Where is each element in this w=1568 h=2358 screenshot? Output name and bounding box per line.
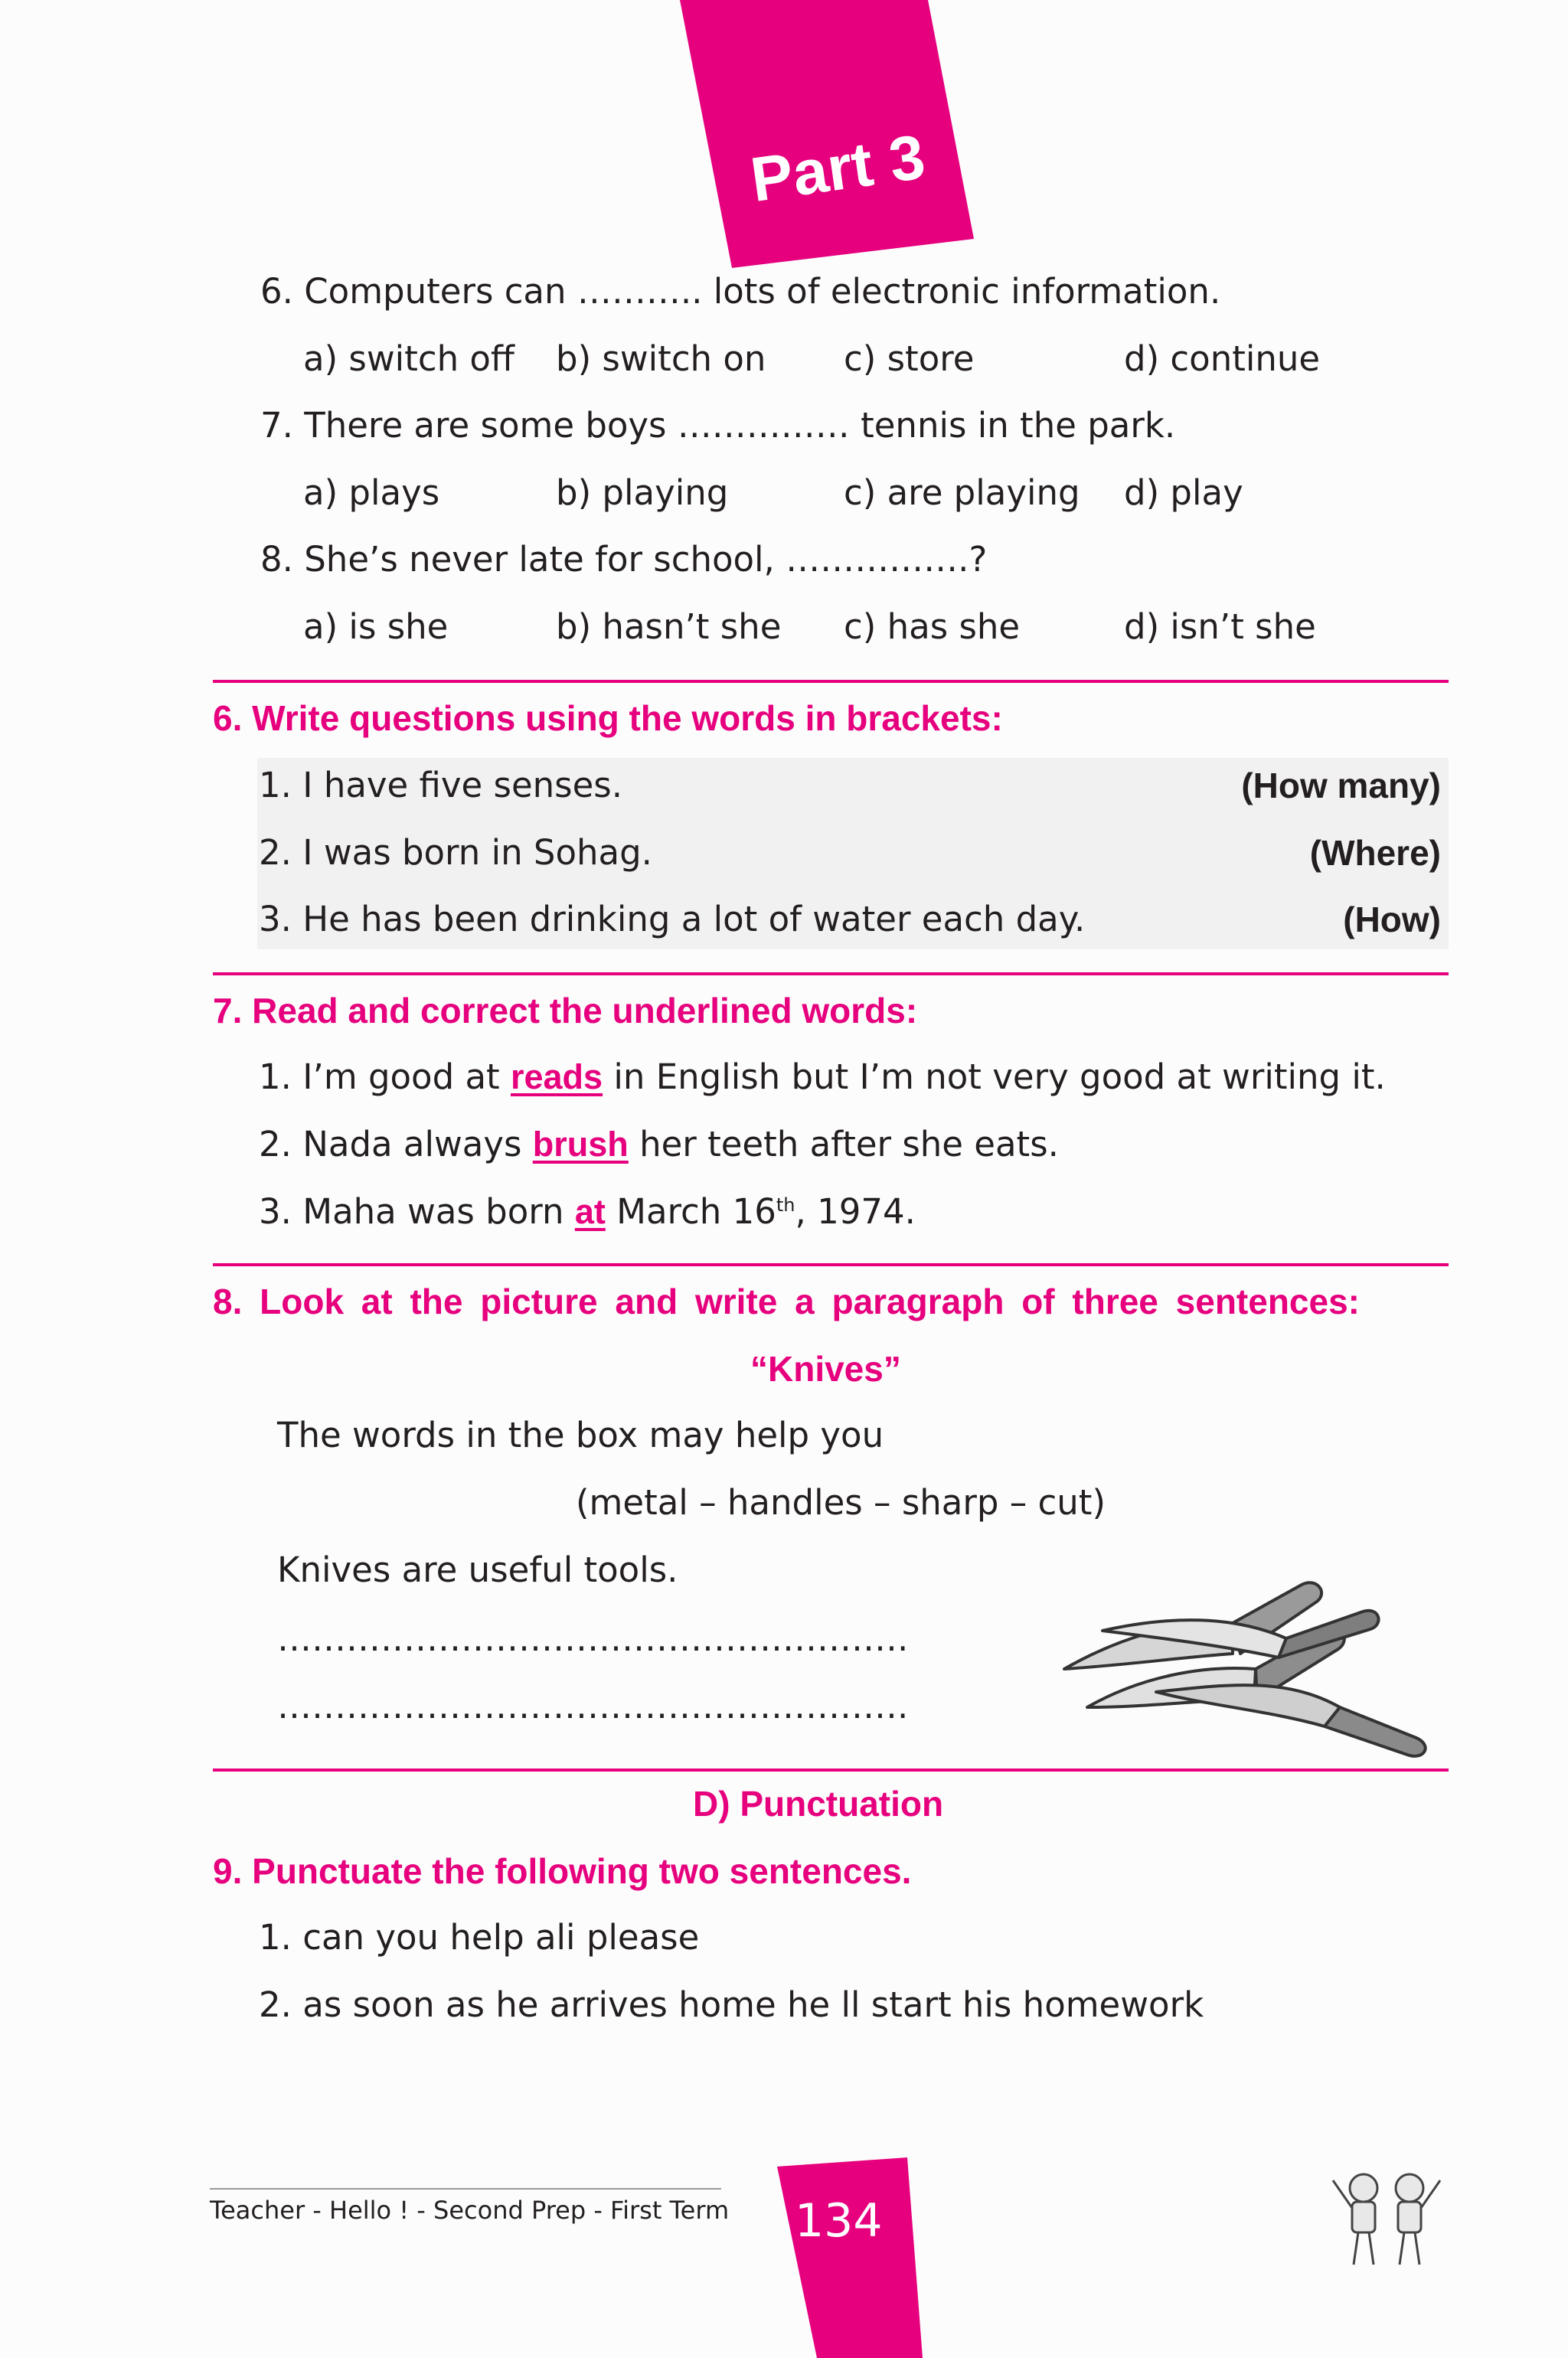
text: 2. Nada always (259, 1124, 533, 1164)
footer-text: Teacher - Hello ! - Second Prep - First Term (210, 2196, 730, 2225)
mc-option: c) are playing (844, 472, 1080, 513)
section8-heading: 8. Look at the picture and write a paragraph of three sentences: (213, 1282, 1360, 1321)
sectionD-title: D) Punctuation (693, 1784, 944, 1824)
underlined-word: reads (510, 1057, 603, 1096)
section8-title: “Knives” (750, 1349, 901, 1389)
section6-hint: (How) (1343, 900, 1441, 939)
mc-option: b) playing (556, 472, 729, 513)
mc-option: a) plays (303, 472, 440, 513)
superscript: th (776, 1194, 795, 1216)
mc-question-7: 7. There are some boys …………… tennis in the park. (260, 405, 1176, 446)
section8-helper: The words in the box may help you (277, 1415, 884, 1455)
section7-item (259, 1124, 1059, 1164)
mc-option: d) continue (1124, 338, 1321, 379)
mc-option: a) switch off (303, 338, 514, 379)
page-number-tag (769, 2157, 930, 2358)
section8-start: Knives are useful tools. (277, 1550, 678, 1590)
section7-item (259, 1057, 1386, 1097)
section6-item: 3. He has been drinking a lot of water each day. (259, 899, 1086, 939)
mc-option: d) isn’t she (1124, 606, 1316, 647)
section6-heading: 6. Write questions using the words in brackets: (213, 698, 1003, 738)
text: 3. Maha was born (259, 1191, 575, 1232)
mc-option: a) is she (303, 606, 449, 647)
answer-blank[interactable]: ………………………………………………. (277, 1686, 909, 1726)
answer-blank[interactable]: ………………………………………………. (277, 1618, 909, 1659)
mc-option: c) has she (844, 606, 1021, 647)
part-tag-label: Part 3 (746, 122, 929, 216)
page-number: 134 (795, 2194, 883, 2248)
text: , 1974. (795, 1191, 916, 1232)
text: her teeth after she eats. (628, 1124, 1059, 1164)
mascot-kids-icon (1321, 2157, 1452, 2272)
underlined-word: at (574, 1192, 606, 1231)
mc-question-8: 8. She’s never late for school, …………….? (260, 539, 988, 580)
section9-heading: 9. Punctuate the following two sentences. (213, 1851, 912, 1891)
section-divider (213, 1768, 1449, 1772)
knives-image (1057, 1531, 1455, 1761)
section-divider (213, 972, 1449, 975)
section6-hint: (How many) (1241, 766, 1441, 805)
section6-item: 2. I was born in Sohag. (259, 832, 652, 873)
mc-option: d) play (1124, 472, 1243, 513)
section9-item: 1. can you help ali please (259, 1917, 700, 1958)
mc-option: c) store (844, 338, 975, 379)
text: 1. I’m good at (259, 1057, 511, 1097)
underlined-word: brush (532, 1125, 629, 1164)
section9-item: 2. as soon as he arrives home he ll start his homework (259, 1984, 1204, 2025)
text: in English but I’m not very good at writing it. (603, 1057, 1386, 1097)
mc-option: b) switch on (556, 338, 766, 379)
section7-heading: 7. Read and correct the underlined words: (213, 991, 918, 1030)
section-divider (213, 680, 1449, 683)
section8-words: (metal – handles – sharp – cut) (576, 1482, 1106, 1523)
footer-rule (210, 2188, 721, 2190)
mc-option: b) hasn’t she (556, 606, 782, 647)
text: March 16 (605, 1191, 776, 1232)
section7-item (259, 1191, 916, 1232)
mc-question-6: 6. Computers can ……….. lots of electronic information. (260, 271, 1221, 312)
section-divider (213, 1263, 1449, 1266)
section6-hint: (Where) (1309, 833, 1441, 873)
section6-item: 1. I have ﬁve senses. (259, 765, 623, 805)
